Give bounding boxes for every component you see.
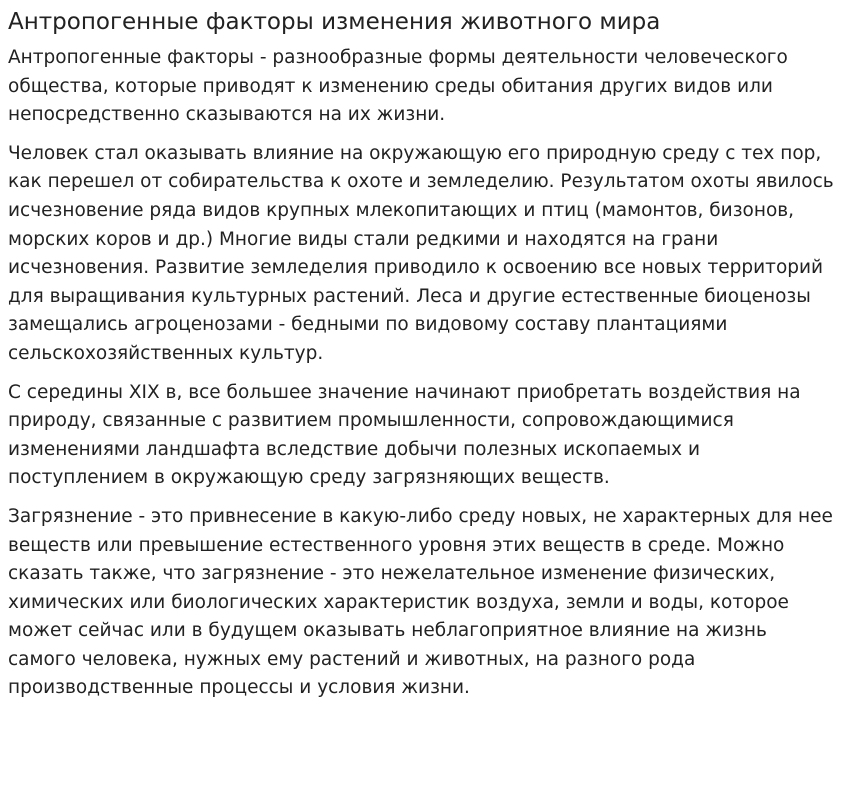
article-paragraph-hunting-agriculture: Человек стал оказывать влияние на окружающую его природную среду с тех пор, как перешел от собирательства к охоте и земледелию. Результатом охоты явилось исчезновение ряда видов крупных млекопитающих и птиц (мамонтов, бизонов, морских коров и др.) Многие виды стали редкими и находятся на грани исчезновения. Развитие земледелия приводило к освоению все новых территорий для выращивания культурных растений. Леса и другие естественные биоценозы замещались агроценозами - бедными по видовому составу плантациями сельскохозяйственных культур. xyxy=(8,142,834,364)
article-title: Антропогенные факторы изменения животного мира xyxy=(8,9,661,35)
article-paragraph-definition: Антропогенные факторы - разнообразные формы деятельности человеческого общества, которые приводят к изменению среды обитания других видов или непосредственно сказываются на их жизни. xyxy=(8,47,788,126)
article-paragraph-industry: С середины XIX в, все большее значение начинают приобретать воздействия на природу, связанные с развитием промышленности, сопровождающимися изменениями ландшафта вследствие добычи полезных ископаемых и поступлением в окружающую среду загрязняющих веществ. xyxy=(8,381,801,489)
article-paragraph-pollution: Загрязнение - это привнесение в какую-либо среду новых, не характерных для нее веществ или превышение естественного уровня этих веществ в среде. Можно сказать также, что загрязнение - это нежелательное изменение физических, химических или биологических характеристик воздуха, земли и воды, которое может сейчас или в будущем оказывать неблагоприятное влияние на жизнь самого человека, нужных ему растений и животных, на разного рода производственные процессы и условия жизни. xyxy=(8,505,833,699)
